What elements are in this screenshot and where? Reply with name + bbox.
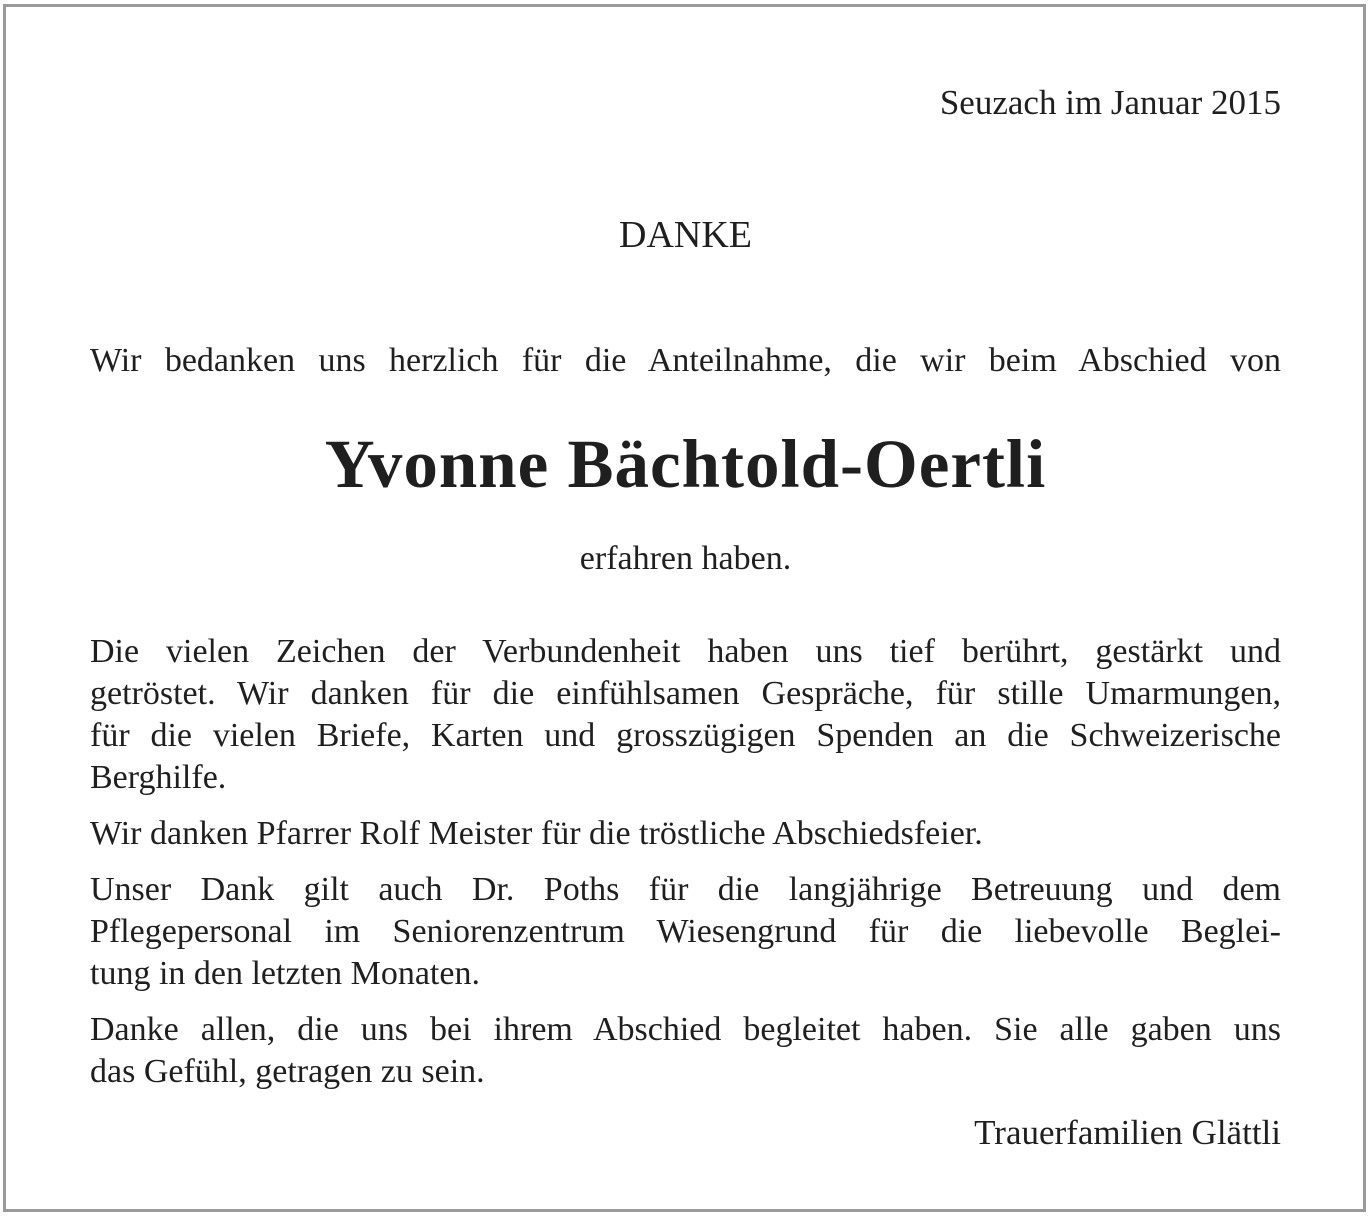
paragraph-line: das Gefühl, getragen zu sein. bbox=[90, 1053, 485, 1090]
paragraph-line: Unser Dank gilt auch Dr. Poths für die langjährige Betreuung und dem bbox=[90, 871, 1281, 908]
after-name-line: erfahren haben. bbox=[579, 540, 792, 577]
paragraph-line: tung in den letzten Monaten. bbox=[90, 955, 480, 992]
thanks-paragraphs bbox=[90, 631, 1281, 1107]
notice-frame bbox=[3, 4, 1366, 1212]
paragraph-closing bbox=[90, 1009, 1281, 1093]
notice-heading: DANKE bbox=[619, 214, 752, 256]
intro-line: Wir bedanken uns herzlich für die Anteilnahme, die wir beim Abschied von bbox=[90, 342, 1281, 379]
paragraph-care bbox=[90, 869, 1281, 995]
paragraph-line: Berghilfe. bbox=[90, 759, 227, 796]
paragraph-pastor bbox=[90, 813, 1281, 855]
place-date: Seuzach im Januar 2015 bbox=[939, 83, 1281, 122]
paragraph-line: Wir danken Pfarrer Rolf Meister für die tröstliche Abschiedsfeier. bbox=[90, 815, 983, 852]
paragraph-line: für die vielen Briefe, Karten und grosszügigen Spenden an die Schweizerische bbox=[90, 717, 1281, 754]
paragraph-line: getröstet. Wir danken für die einfühlsamen Gespräche, für stille Umarmungen, bbox=[90, 675, 1281, 712]
paragraph-support bbox=[90, 631, 1281, 799]
signature: Trauerfamilien Glättli bbox=[974, 1113, 1281, 1152]
paragraph-line: Pflegepersonal im Seniorenzentrum Wiesengrund für die liebevolle Beglei- bbox=[90, 913, 1281, 950]
paragraph-line: Danke allen, die uns bei ihrem Abschied begleitet haben. Sie alle gaben uns bbox=[90, 1011, 1281, 1048]
paragraph-line: Die vielen Zeichen der Verbundenheit haben uns tief berührt, gestärkt und bbox=[90, 633, 1281, 670]
deceased-name: Yvonne Bächtold-Oertli bbox=[324, 426, 1047, 502]
